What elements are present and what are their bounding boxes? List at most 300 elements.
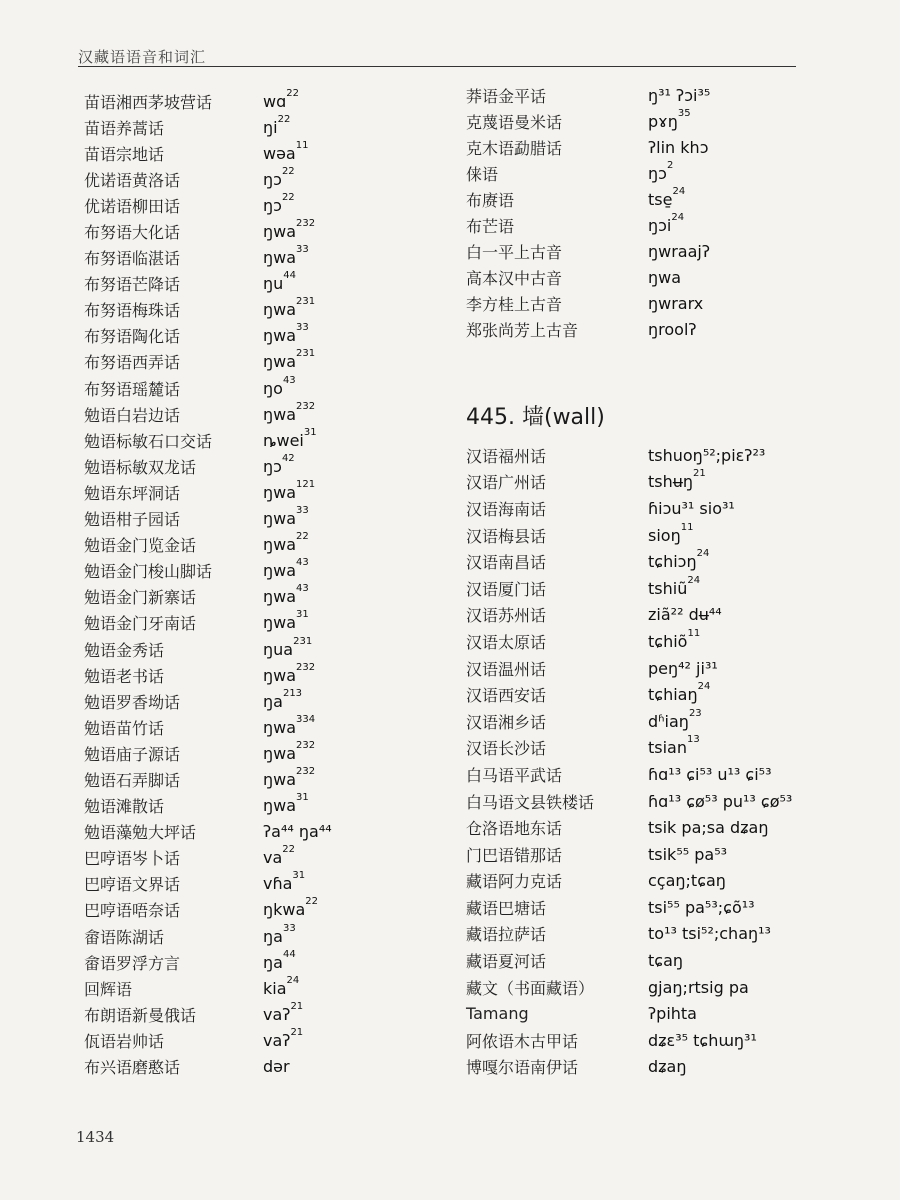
word-form <box>263 922 296 946</box>
word-form-base: tsi⁵⁵ pa⁵³;ɕõ¹³ <box>648 897 755 917</box>
language-name: 苗语宗地话 <box>84 144 165 164</box>
word-form <box>648 268 681 287</box>
language-name: 勉语金门新寨话 <box>84 588 197 608</box>
language-name: 布努语大化话 <box>84 223 181 243</box>
language-name: 莽语金平话 <box>466 86 547 106</box>
entry-row <box>466 442 792 469</box>
entry-row <box>466 1027 792 1054</box>
word-form <box>263 531 309 555</box>
entry-row <box>466 1000 792 1027</box>
language-name: 巴哼语岑卜话 <box>84 849 181 869</box>
entry-row <box>84 401 332 427</box>
word-form-base: dʑɛ³⁵ tɕhɯŋ³¹ <box>648 1030 757 1050</box>
entry-row <box>466 921 792 948</box>
language-name: 畲语罗浮方言 <box>84 953 181 973</box>
language-name: 藏语阿力克话 <box>466 872 563 892</box>
language-name: 勉语罗香坳话 <box>84 692 181 712</box>
entry-row <box>466 681 792 708</box>
word-form-base: gjaŋ;rtsig pa <box>648 977 749 997</box>
entry-row <box>466 735 792 762</box>
word-form <box>263 609 309 633</box>
language-name: Tamang <box>466 1004 529 1024</box>
word-form-base: ŋwa <box>648 267 682 287</box>
language-name: 白马语文县铁楼话 <box>466 792 595 812</box>
tone-superscript: 31 <box>296 792 309 804</box>
language-name: 优诺语柳田话 <box>84 196 181 216</box>
word-form-base: ŋwa <box>263 796 297 816</box>
word-form <box>263 974 300 998</box>
entry-row <box>84 192 332 218</box>
language-name: 布朗语新曼俄话 <box>84 1005 197 1025</box>
word-form <box>648 734 700 758</box>
word-form <box>263 687 303 711</box>
tone-superscript: 43 <box>296 557 309 569</box>
tone-superscript: 232 <box>296 739 316 751</box>
tone-superscript: 33 <box>296 322 309 334</box>
entry-row <box>84 427 332 453</box>
tone-superscript: 232 <box>296 218 316 230</box>
word-form <box>263 1026 304 1050</box>
entry-row <box>84 88 332 114</box>
language-name: 勉语滩散话 <box>84 797 165 817</box>
tone-superscript: 11 <box>680 521 694 533</box>
entry-row <box>466 602 792 629</box>
entry-row <box>466 894 792 921</box>
word-form <box>263 822 332 841</box>
language-name: 阿侬语木古甲话 <box>466 1031 579 1051</box>
word-form <box>648 107 691 131</box>
word-form <box>648 765 772 784</box>
word-form-base: tsian <box>648 738 687 758</box>
word-form-base: va <box>263 848 283 868</box>
language-name: 勉语苗竹话 <box>84 718 165 738</box>
word-form-base: ŋwa <box>263 404 297 424</box>
tone-superscript: 23 <box>688 707 702 719</box>
entry-row <box>84 897 332 923</box>
language-name: 勉语老书话 <box>84 666 165 686</box>
tone-superscript: 232 <box>296 661 316 673</box>
word-form <box>263 87 299 111</box>
language-name: 勉语庙子源话 <box>84 744 181 764</box>
tone-superscript: 2 <box>666 159 674 171</box>
tone-superscript: 22 <box>305 896 319 908</box>
entry-row <box>466 160 710 186</box>
word-form <box>648 871 726 890</box>
word-form <box>263 113 291 137</box>
word-form <box>263 870 306 894</box>
language-name: 汉语苏州话 <box>466 606 547 626</box>
tone-superscript: 33 <box>296 505 309 517</box>
entry-row <box>84 323 332 349</box>
word-form-base: ɦɑ¹³ ɕi⁵³ u¹³ ɕi⁵³ <box>648 764 772 784</box>
word-form-base: ŋroolʔ <box>648 319 697 339</box>
word-form <box>648 1004 697 1023</box>
header-rule <box>78 66 796 67</box>
word-form <box>263 191 295 215</box>
language-name: 苗语养蒿话 <box>84 118 165 138</box>
tone-superscript: 21 <box>290 1000 304 1012</box>
language-name: 勉语柑子园话 <box>84 510 181 530</box>
language-name: 布努语西弄话 <box>84 353 181 373</box>
word-form <box>263 374 296 398</box>
word-form-base: ɦiɔu³¹ sio³¹ <box>648 498 735 518</box>
word-form <box>263 583 309 607</box>
word-form-base: ŋwa <box>263 587 297 607</box>
word-form <box>648 446 765 465</box>
word-form-base: ŋwa <box>263 352 297 372</box>
language-name: 布赓语 <box>466 190 515 210</box>
tone-superscript: 22 <box>296 531 309 543</box>
word-form-base: ŋ³¹ ʔɔi³⁵ <box>648 85 711 105</box>
language-name: 汉语海南话 <box>466 499 547 519</box>
entry-row <box>84 662 332 688</box>
word-form <box>648 627 701 651</box>
entry-row <box>466 108 710 134</box>
entry-row <box>466 316 710 342</box>
tone-superscript: 231 <box>296 348 316 360</box>
language-name: 李方桂上古音 <box>466 294 563 314</box>
entry-row <box>84 453 332 479</box>
left-column <box>84 88 332 1080</box>
word-form <box>263 1000 304 1024</box>
word-form-base: tɕhiõ <box>648 631 688 651</box>
entry-row <box>466 708 792 735</box>
language-name: 布努语临湛话 <box>84 249 181 269</box>
word-form-base: dʑaŋ <box>648 1057 687 1077</box>
entry-row <box>84 532 332 558</box>
language-name: 汉语南昌话 <box>466 553 547 573</box>
entry-row <box>84 271 332 297</box>
word-form-base: dʱiaŋ <box>648 711 689 731</box>
entry-row <box>466 1054 792 1081</box>
word-form <box>263 896 319 920</box>
language-name: 勉语标敏双龙话 <box>84 457 197 477</box>
word-form <box>648 898 755 917</box>
entry-row <box>84 1001 332 1027</box>
language-name: 汉语温州话 <box>466 659 547 679</box>
word-form-base: vaʔ <box>263 1030 291 1050</box>
entry-row <box>84 793 332 819</box>
language-name: 藏语拉萨话 <box>466 925 547 945</box>
language-name: 藏语巴塘话 <box>466 898 547 918</box>
entry-row <box>84 740 332 766</box>
word-form <box>263 739 316 763</box>
word-form <box>648 1057 687 1076</box>
word-form-base: kia <box>263 978 287 998</box>
word-form <box>648 707 702 731</box>
tone-superscript: 44 <box>282 948 296 960</box>
entry-row <box>84 636 332 662</box>
word-form-base: ʔpihta <box>648 1004 697 1024</box>
language-name: 克木语勐腊话 <box>466 138 563 158</box>
word-form <box>648 978 749 997</box>
running-header: 汉藏语语音和词汇 <box>78 48 207 66</box>
language-name: 克蔑语曼米话 <box>466 112 563 132</box>
word-form-base: ŋɔ <box>648 163 667 183</box>
tone-superscript: 22 <box>281 165 295 177</box>
entry-row <box>466 522 792 549</box>
word-form <box>648 792 792 811</box>
right-column-top <box>466 82 710 342</box>
entry-row <box>466 974 792 1001</box>
word-form-base: tsik pa;sa dʑaŋ <box>648 818 769 838</box>
word-form-base: cçaŋ;tɕaŋ <box>648 871 726 891</box>
entry-row <box>466 788 792 815</box>
entry-row <box>84 949 332 975</box>
entry-row <box>84 1053 332 1079</box>
word-form-base: ŋwrarx <box>648 293 704 313</box>
word-form <box>263 844 296 868</box>
word-form-base: pɤŋ <box>648 111 678 131</box>
language-name: 汉语太原话 <box>466 632 547 652</box>
language-name: 藏语夏河话 <box>466 952 547 972</box>
tone-superscript: 11 <box>687 627 701 639</box>
language-name: 高本汉中古音 <box>466 268 563 288</box>
tone-superscript: 334 <box>296 713 316 725</box>
word-form <box>263 244 309 268</box>
entry-row <box>84 845 332 871</box>
entry-row <box>466 212 710 238</box>
language-name: 勉语东坪洞话 <box>84 483 181 503</box>
entry-row <box>84 558 332 584</box>
entry-row <box>466 495 792 522</box>
entry-row <box>84 975 332 1001</box>
word-form <box>648 468 706 492</box>
language-name: 回辉语 <box>84 979 133 999</box>
word-form-base: ŋwa <box>263 561 297 581</box>
word-form <box>648 605 722 624</box>
word-form-base: tsik⁵⁵ pa⁵³ <box>648 844 728 864</box>
language-name: 勉语金门牙南话 <box>84 614 197 634</box>
word-form-base: ɦɑ¹³ ɕø⁵³ pu¹³ ɕø⁵³ <box>648 791 793 811</box>
word-form <box>648 818 768 837</box>
word-form <box>648 138 708 157</box>
word-form-base: ŋɔ <box>263 195 282 215</box>
word-form <box>648 845 727 864</box>
language-name: 勉语金门览金话 <box>84 536 197 556</box>
word-form <box>648 159 674 183</box>
entry-row <box>84 819 332 845</box>
word-form <box>648 924 771 943</box>
word-form <box>263 426 317 450</box>
entry-row <box>84 140 332 166</box>
word-form <box>648 86 710 105</box>
word-form <box>263 713 316 737</box>
word-form-base: peŋ⁴² ji³¹ <box>648 658 718 678</box>
entry-row <box>84 714 332 740</box>
entry-row <box>466 947 792 974</box>
language-name: 布努语梅珠话 <box>84 301 181 321</box>
language-name: 汉语长沙话 <box>466 739 547 759</box>
word-form-base: tɕhiaŋ <box>648 685 698 705</box>
word-form <box>263 400 316 424</box>
word-form-base: tshuoŋ⁵²;piɛʔ²³ <box>648 445 766 465</box>
language-name: 汉语厦门话 <box>466 579 547 599</box>
entry-row <box>466 655 792 682</box>
word-form <box>648 521 694 545</box>
word-form <box>263 505 309 529</box>
entry-row <box>84 610 332 636</box>
language-name: 巴哼语文界话 <box>84 875 181 895</box>
word-form-base: vaʔ <box>263 1004 291 1024</box>
word-form-base: ŋwa <box>263 613 297 633</box>
tone-superscript: 13 <box>687 734 700 746</box>
tone-superscript: 43 <box>282 374 296 386</box>
language-name: 勉语白岩边话 <box>84 405 181 425</box>
right-column-bottom <box>466 442 792 1080</box>
entry-row <box>84 218 332 244</box>
language-name: 布兴语磨憨话 <box>84 1058 181 1078</box>
word-form <box>263 557 309 581</box>
word-form-base: to¹³ tsi⁵²;chaŋ¹³ <box>648 924 771 944</box>
tone-superscript: 22 <box>277 113 291 125</box>
language-name: 勉语藻勉大坪话 <box>84 823 197 843</box>
language-name: 勉语金秀话 <box>84 640 165 660</box>
word-form <box>263 765 316 789</box>
word-form-base: ŋɔ <box>263 456 282 476</box>
word-form-base: ŋua <box>263 639 294 659</box>
tone-superscript: 231 <box>293 635 313 647</box>
word-form-base: ŋu <box>263 274 284 294</box>
entry-row <box>466 290 710 316</box>
word-form-base: ŋwa <box>263 482 297 502</box>
tone-superscript: 231 <box>296 296 316 308</box>
tone-superscript: 22 <box>281 191 295 203</box>
word-form <box>648 294 703 313</box>
tone-superscript: 21 <box>290 1026 304 1038</box>
word-form <box>263 139 309 163</box>
section-title: 墙(wall) <box>521 405 605 430</box>
tone-superscript: 43 <box>296 583 309 595</box>
language-name: 苗语湘西茅坡营话 <box>84 92 213 112</box>
word-form-base: wəa <box>263 143 296 163</box>
tone-superscript: 21 <box>693 468 706 480</box>
tone-superscript: 31 <box>292 870 306 882</box>
tone-superscript: 24 <box>286 974 300 986</box>
word-form-base: tshʉŋ <box>648 472 694 492</box>
word-form <box>648 320 697 339</box>
word-form <box>263 792 309 816</box>
tone-superscript: 31 <box>296 609 309 621</box>
word-form <box>263 1057 290 1076</box>
word-form-base: ŋo <box>263 378 283 398</box>
word-form <box>648 185 686 209</box>
word-form-base: ŋwa <box>263 769 297 789</box>
word-form-base: ŋwa <box>263 717 297 737</box>
word-form-base: ŋwa <box>263 665 297 685</box>
word-form <box>648 574 701 598</box>
word-form-base: dər <box>263 1057 290 1077</box>
language-name: 布努语芒降话 <box>84 275 181 295</box>
language-name: 汉语广州话 <box>466 473 547 493</box>
entry-row <box>84 375 332 401</box>
tone-superscript: 213 <box>282 687 303 699</box>
word-form <box>648 1031 757 1050</box>
word-form-base: ziã²² dʉ⁴⁴ <box>648 605 722 625</box>
tone-superscript: 22 <box>282 844 296 856</box>
entry-row <box>84 871 332 897</box>
language-name: 勉语标敏石口交话 <box>84 431 213 451</box>
language-name: 汉语湘乡话 <box>466 712 547 732</box>
word-form-base: ŋa <box>263 926 283 946</box>
word-form-base: ŋwa <box>263 326 297 346</box>
word-form-base: ŋɔ <box>263 169 282 189</box>
word-form <box>263 661 316 685</box>
word-form <box>648 951 683 970</box>
tone-superscript: 33 <box>282 922 296 934</box>
section-heading <box>466 400 605 431</box>
entry-row <box>84 506 332 532</box>
entry-row <box>84 923 332 949</box>
word-form-base: ŋwraajʔ <box>648 241 711 261</box>
language-name: 畲语陈湖话 <box>84 927 165 947</box>
tone-superscript: 33 <box>296 244 309 256</box>
entry-row <box>466 548 792 575</box>
language-name: 白马语平武话 <box>466 765 563 785</box>
word-form-base: tɕhiɔŋ <box>648 552 697 572</box>
word-form-base: ʔa⁴⁴ ŋa⁴⁴ <box>263 822 332 842</box>
word-form <box>263 635 313 659</box>
entry-row <box>466 841 792 868</box>
language-name: 白一平上古音 <box>466 242 563 262</box>
section-number: 445. <box>466 405 515 430</box>
word-form <box>648 242 710 261</box>
tone-superscript: 22 <box>286 87 299 99</box>
word-form <box>263 218 316 242</box>
entry-row <box>466 761 792 788</box>
entry-row <box>84 688 332 714</box>
language-name: 巴哼语唔奈话 <box>84 901 181 921</box>
language-name: 勉语石弄脚话 <box>84 770 181 790</box>
language-name: 汉语梅县话 <box>466 526 547 546</box>
language-name: 优诺语黄洛话 <box>84 170 181 190</box>
tone-superscript: 121 <box>296 478 316 490</box>
word-form-base: ŋa <box>263 952 283 972</box>
word-form-base: ʔlin khɔ <box>648 137 709 157</box>
word-form-base: ŋwa <box>263 509 297 529</box>
entry-row <box>466 82 710 108</box>
word-form-base: ŋwa <box>263 535 297 555</box>
word-form-base: tɕaŋ <box>648 951 684 971</box>
entry-row <box>466 264 710 290</box>
word-form-base: ŋwa <box>263 743 297 763</box>
entry-row <box>84 166 332 192</box>
tone-superscript: 31 <box>303 426 317 438</box>
entry-row <box>466 238 710 264</box>
entry-row <box>466 186 710 212</box>
word-form-base: ŋkwa <box>263 900 306 920</box>
entry-row <box>466 628 792 655</box>
word-form <box>263 948 296 972</box>
word-form <box>263 348 316 372</box>
word-form <box>263 270 297 294</box>
entry-row <box>466 469 792 496</box>
word-form <box>648 659 718 678</box>
tone-superscript: 24 <box>671 211 685 223</box>
tone-superscript: 232 <box>296 400 316 412</box>
entry-row <box>84 766 332 792</box>
word-form <box>648 499 735 518</box>
word-form-base: ŋa <box>263 691 283 711</box>
language-name: 博嘎尔语南伊话 <box>466 1058 579 1078</box>
entry-row <box>84 1027 332 1053</box>
tone-superscript: 44 <box>283 270 297 282</box>
word-form-base: tse̱ <box>648 189 673 209</box>
entry-row <box>466 868 792 895</box>
word-form-base: ŋi <box>263 117 278 137</box>
word-form-base: tshiũ <box>648 578 688 598</box>
word-form <box>648 211 685 235</box>
